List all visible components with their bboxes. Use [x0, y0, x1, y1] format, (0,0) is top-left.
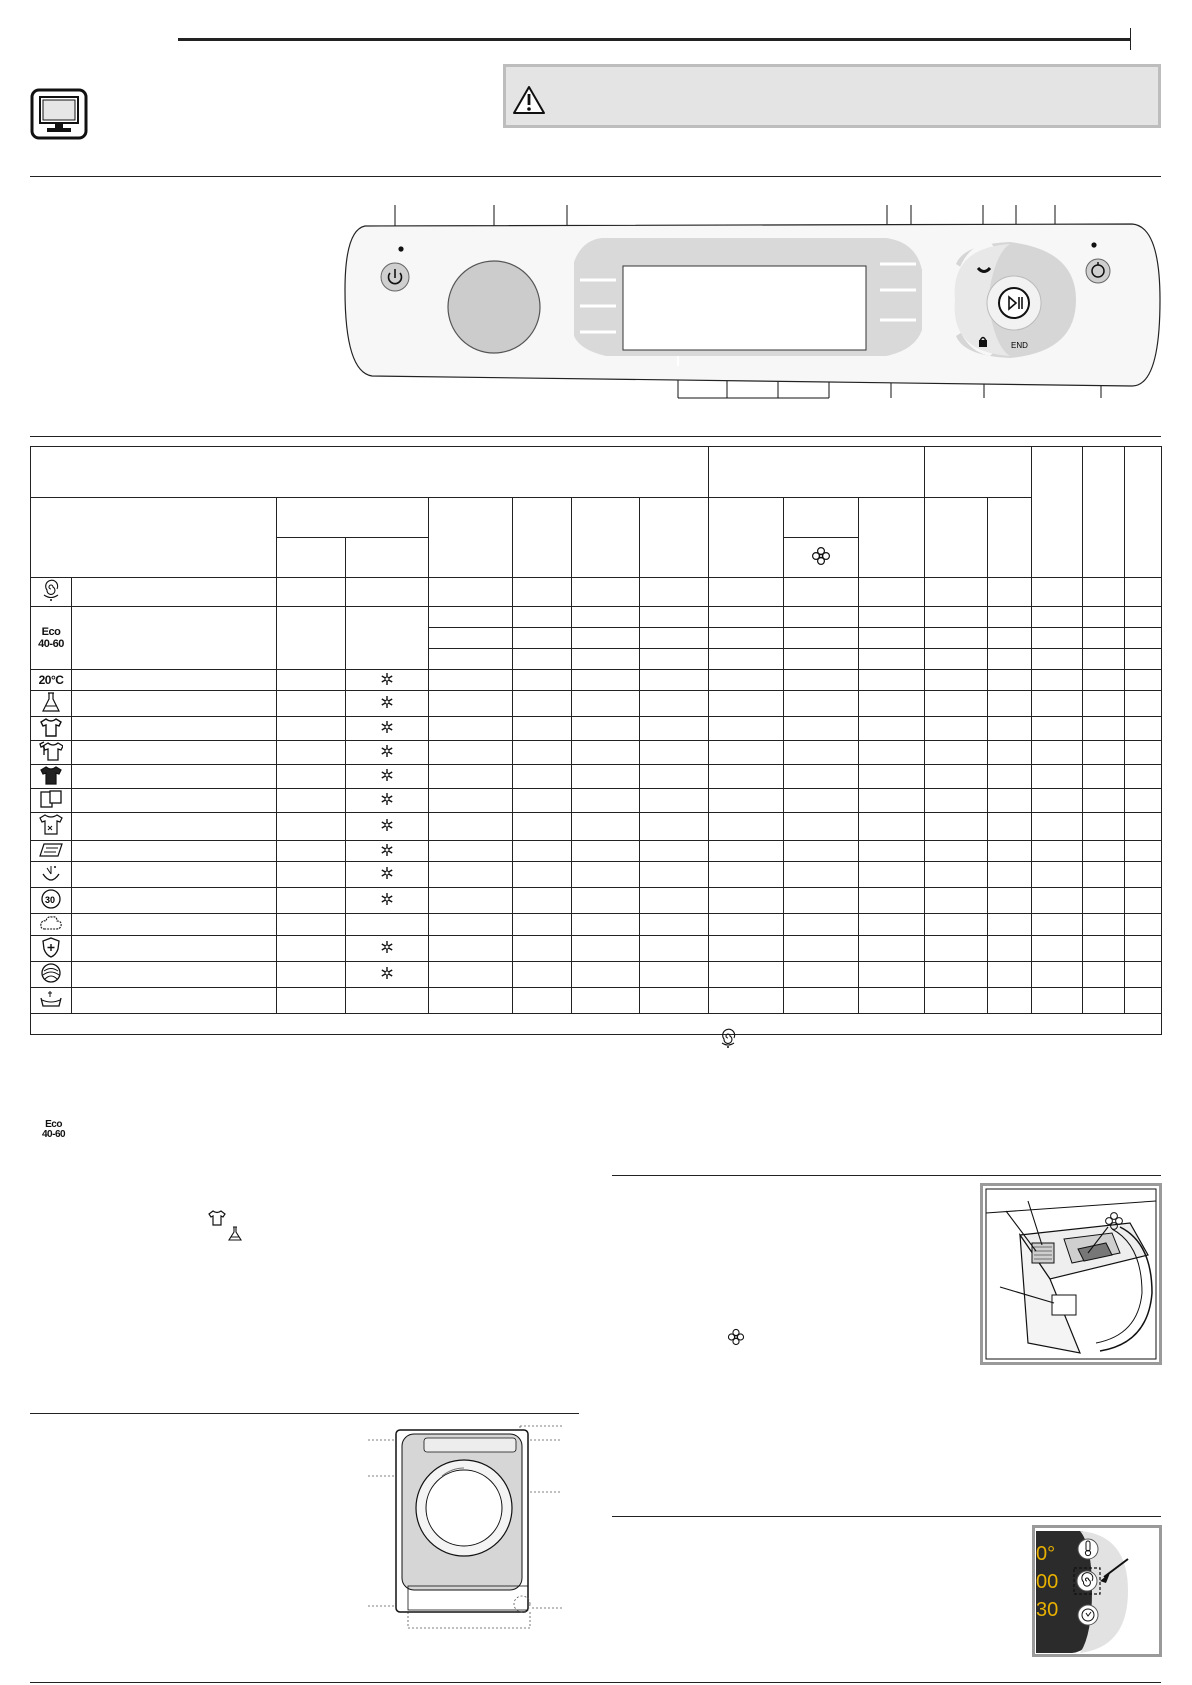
cold-wash-icon [380, 940, 394, 954]
swirl-rinse-icon [31, 578, 72, 607]
timer-icon [1078, 1605, 1098, 1625]
display-closeup-figure [1032, 1525, 1162, 1662]
end-label: END [1011, 341, 1028, 350]
table-header-row-2 [31, 498, 1162, 538]
detergent-drawer-figure [980, 1183, 1162, 1370]
cold-wash-icon [380, 843, 394, 857]
cold-wash-icon [380, 720, 394, 734]
shirt-care-icon [31, 813, 72, 841]
table-footer-row [31, 1014, 1162, 1035]
table-row [31, 936, 1162, 962]
control-panel-diagram [0, 0, 1192, 425]
drawer-section-rule [612, 1175, 1161, 1176]
swirl-note-icon [718, 1028, 738, 1055]
front-view-rule [30, 1413, 579, 1414]
table-row [31, 670, 1162, 691]
table-row [31, 578, 1162, 607]
programme-table [30, 446, 1162, 1035]
eco-40-60-icon: Eco 40-60 [31, 607, 72, 670]
closeup-temp-value: 0° [1036, 1543, 1056, 1565]
dark-shirt-icon [31, 765, 72, 789]
table-row [31, 813, 1162, 841]
20c-icon: 20°C [31, 670, 72, 691]
thermometer-icon [1078, 1539, 1098, 1559]
section-rule-2 [30, 436, 1161, 437]
shield-hygiene-icon [31, 936, 72, 962]
cold-wash-icon [380, 866, 394, 880]
table-row [31, 765, 1162, 789]
table-row [31, 691, 1162, 717]
cold-wash-icon [380, 818, 394, 832]
rapid-30-icon [31, 888, 72, 914]
cold-wash-icon [380, 892, 394, 906]
flask-note-icon [228, 1226, 242, 1247]
table-row [31, 717, 1162, 741]
closeup-spin-value: 00 [1036, 1571, 1059, 1593]
table-row [31, 607, 1162, 628]
cold-wash-icon [380, 744, 394, 758]
eco-note-line-2: 40-60 [42, 1129, 66, 1140]
closeup-time-value: 30 [1036, 1599, 1059, 1621]
fabric-softener-icon [811, 546, 831, 566]
tshirt-icon [31, 717, 72, 741]
eco-note-line-1: Eco [45, 1119, 62, 1130]
table-row [31, 888, 1162, 914]
table-row [31, 914, 1162, 936]
table-row [31, 862, 1162, 888]
swirl-option-icon[interactable] [1077, 1571, 1097, 1591]
closeup-section-rule [612, 1516, 1161, 1517]
softener-note-icon [727, 1328, 745, 1351]
sheets-icon [31, 841, 72, 862]
table-row [31, 988, 1162, 1014]
cold-wash-icon [380, 672, 394, 686]
table-row [31, 841, 1162, 862]
cold-wash-icon [380, 768, 394, 782]
tshirt-note-icon [208, 1210, 226, 1231]
mixed-shirts-icon [31, 741, 72, 765]
svg-text:30: 30 [45, 895, 56, 905]
machine-front-view-figure [360, 1418, 570, 1638]
cold-wash-icon [380, 695, 394, 709]
sparkle-wash-icon [31, 862, 72, 888]
cold-wash-icon [380, 966, 394, 980]
wool-icon [31, 962, 72, 988]
flask-icon [31, 691, 72, 717]
handwash-icon [31, 988, 72, 1014]
table-row [31, 741, 1162, 765]
table-header-row-1 [31, 447, 1162, 498]
bottom-rule [30, 1682, 1161, 1683]
eco-note-icon [42, 1120, 65, 1140]
cold-wash-icon [380, 792, 394, 806]
cloud-icon [31, 914, 72, 936]
towels-icon [31, 789, 72, 813]
table-row [31, 962, 1162, 988]
table-row [31, 789, 1162, 813]
